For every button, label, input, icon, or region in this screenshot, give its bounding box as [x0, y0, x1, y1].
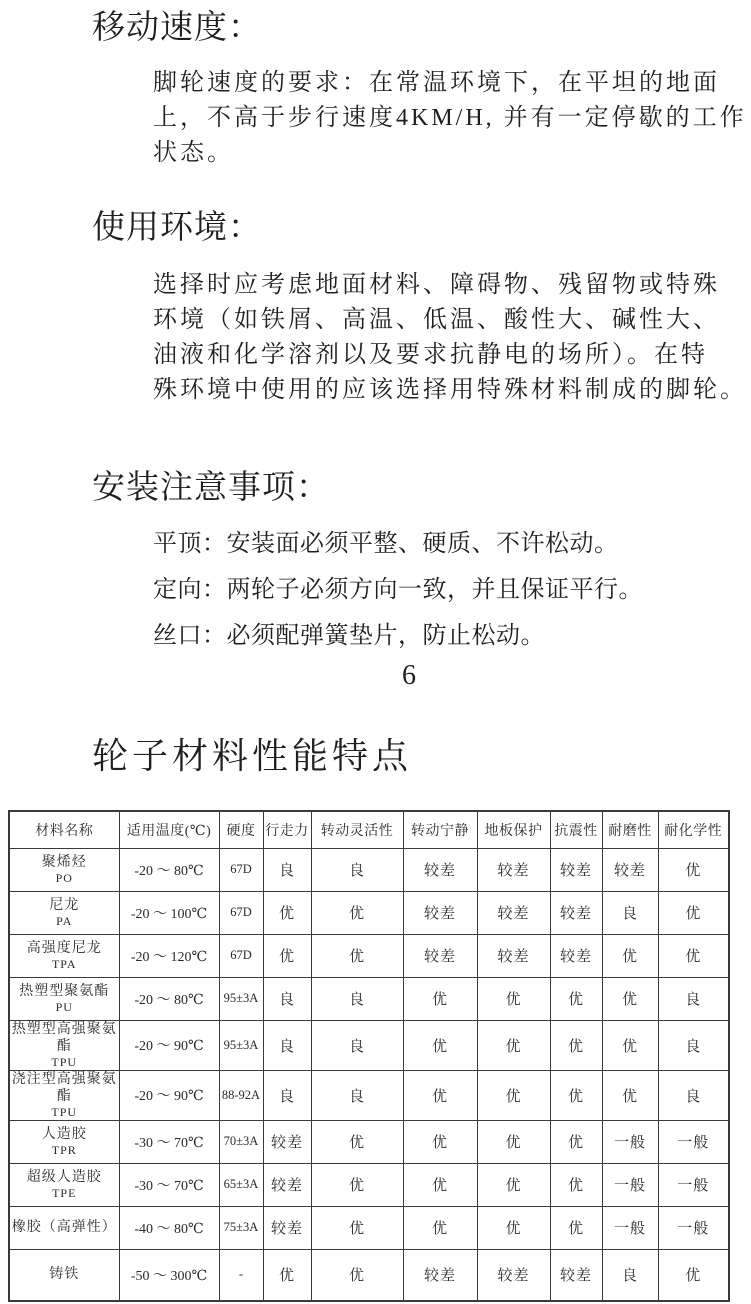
material-abbr: PO	[55, 870, 73, 885]
table-row	[9, 934, 729, 977]
cell-chemical-resistance: 良	[658, 1020, 729, 1070]
table-header-row	[9, 811, 729, 848]
cell-floor-protection: 较差	[477, 891, 550, 934]
cell-rotation-flexibility: 优	[311, 1120, 403, 1163]
column-header-wear-resistance: 耐磨性	[602, 811, 658, 848]
cell-wear-resistance: 良	[602, 891, 658, 934]
cell-wear-resistance: 优	[602, 1020, 658, 1070]
column-header-shock-resistance: 抗震性	[550, 811, 602, 848]
cell-rotation-flexibility: 良	[311, 1020, 403, 1070]
material-name: 热塑型聚氨酯	[19, 983, 110, 999]
material-name: 超级人造胶	[26, 1169, 102, 1185]
cell-chemical-resistance: 良	[658, 977, 729, 1020]
cell-rotation-quietness: 优	[403, 1070, 477, 1120]
cell-walking-power: 良	[263, 1020, 311, 1070]
cell-rotation-quietness: 优	[403, 1206, 477, 1249]
material-name: 聚烯烃	[41, 854, 87, 870]
column-header-chemical-resistance: 耐化学性	[658, 811, 729, 848]
material-name: 橡胶（高弹性）	[11, 1220, 117, 1235]
cell-rotation-flexibility: 优	[311, 1249, 403, 1301]
cell-chemical-resistance: 一般	[658, 1120, 729, 1163]
cell-walking-power: 较差	[263, 1120, 311, 1163]
cell-shock-resistance: 优	[550, 977, 602, 1020]
cell-rotation-quietness: 较差	[403, 1249, 477, 1301]
material-properties-table	[8, 810, 730, 1302]
material-abbr: TPA	[51, 956, 77, 971]
cell-floor-protection: 较差	[477, 1249, 550, 1301]
material-name: 高强度尼龙	[26, 940, 102, 956]
cell-wear-resistance: 优	[602, 934, 658, 977]
material-name: 尼龙	[49, 897, 80, 913]
cell-shock-resistance: 较差	[550, 934, 602, 977]
cell-temperature: -30 ～ 70℃	[119, 1163, 219, 1206]
cell-walking-power: 良	[263, 977, 311, 1020]
section-heading-usage-environment: 使用环境：	[92, 210, 262, 246]
cell-temperature: -40 ～ 80℃	[119, 1206, 219, 1249]
cell-chemical-resistance: 优	[658, 891, 729, 934]
table-row	[9, 977, 729, 1020]
cell-walking-power: 良	[263, 1070, 311, 1120]
material-abbr: PA	[56, 913, 73, 928]
cell-floor-protection: 优	[477, 1070, 550, 1120]
table-row	[9, 1120, 729, 1163]
cell-hardness: 67D	[219, 848, 263, 891]
cell-temperature: -20 ～ 100℃	[119, 891, 219, 934]
material-name: 铸铁	[49, 1267, 80, 1283]
cell-hardness: 67D	[219, 934, 263, 977]
cell-shock-resistance: 较差	[550, 848, 602, 891]
cell-hardness: 95±3A	[219, 1020, 263, 1070]
cell-hardness: -	[219, 1249, 263, 1301]
text-line: 上，不高于步行速度4KM/H, 并有一定停歇的工作	[153, 105, 747, 131]
cell-floor-protection: 较差	[477, 934, 550, 977]
text-line: 脚轮速度的要求：在常温环境下，在平坦的地面	[153, 70, 720, 96]
table-row	[9, 1206, 729, 1249]
cell-floor-protection: 优	[477, 1206, 550, 1249]
cell-material	[9, 1070, 119, 1120]
cell-hardness: 95±3A	[219, 977, 263, 1020]
cell-wear-resistance: 良	[602, 1249, 658, 1301]
cell-rotation-flexibility: 优	[311, 1206, 403, 1249]
cell-chemical-resistance: 一般	[658, 1163, 729, 1206]
cell-walking-power: 较差	[263, 1206, 311, 1249]
cell-rotation-quietness: 优	[403, 1120, 477, 1163]
cell-shock-resistance: 优	[550, 1206, 602, 1249]
cell-rotation-quietness: 优	[403, 1163, 477, 1206]
cell-hardness: 65±3A	[219, 1163, 263, 1206]
list-installation-notes	[153, 521, 643, 659]
cell-material	[9, 1120, 119, 1163]
section-heading-installation-notes: 安装注意事项：	[92, 470, 330, 506]
text-line: 油液和化学溶剂以及要求抗静电的场所）。在特	[153, 342, 708, 368]
text-line: 环境（如铁屑、高温、低温、酸性大、碱性大、	[153, 307, 720, 333]
cell-shock-resistance: 较差	[550, 891, 602, 934]
cell-material	[9, 934, 119, 977]
column-header-hardness: 硬度	[219, 811, 263, 848]
material-name: 浇注型高强聚氨酯	[11, 1071, 117, 1104]
cell-shock-resistance: 优	[550, 1070, 602, 1120]
material-name: 热塑型高强聚氨酯	[11, 1021, 117, 1054]
table-row	[9, 848, 729, 891]
text-line: 定向：两轮子必须方向一致，并且保证平行。	[153, 577, 643, 603]
cell-temperature: -20 ～ 80℃	[119, 848, 219, 891]
text-line: 选择时应考虑地面材料、障碍物、残留物或特殊	[153, 272, 720, 298]
cell-material	[9, 891, 119, 934]
cell-chemical-resistance: 良	[658, 1070, 729, 1120]
text-line: 状态。	[153, 140, 234, 166]
table-title: 轮子材料性能特点	[92, 736, 413, 776]
cell-walking-power: 优	[263, 1249, 311, 1301]
cell-rotation-flexibility: 良	[311, 848, 403, 891]
cell-floor-protection: 优	[477, 1163, 550, 1206]
column-header-rotation-flexibility: 转动灵活性	[311, 811, 403, 848]
material-abbr: TPR	[51, 1142, 77, 1157]
cell-floor-protection: 优	[477, 1120, 550, 1163]
cell-temperature: -20 ～ 80℃	[119, 977, 219, 1020]
cell-wear-resistance: 较差	[602, 848, 658, 891]
cell-rotation-quietness: 较差	[403, 891, 477, 934]
cell-shock-resistance: 优	[550, 1120, 602, 1163]
material-name: 人造胶	[41, 1126, 87, 1142]
cell-rotation-flexibility: 优	[311, 1163, 403, 1206]
cell-material	[9, 848, 119, 891]
cell-shock-resistance: 优	[550, 1020, 602, 1070]
cell-floor-protection: 优	[477, 1020, 550, 1070]
column-header-material: 材料名称	[9, 811, 119, 848]
cell-material	[9, 1206, 119, 1249]
cell-wear-resistance: 优	[602, 1070, 658, 1120]
cell-material	[9, 1249, 119, 1301]
cell-temperature: -30 ～ 70℃	[119, 1120, 219, 1163]
material-abbr: TPU	[51, 1104, 78, 1119]
column-header-temperature: 适用温度(℃)	[119, 811, 219, 848]
cell-material	[9, 1163, 119, 1206]
cell-wear-resistance: 优	[602, 977, 658, 1020]
cell-rotation-flexibility: 良	[311, 1070, 403, 1120]
paragraph-moving-speed	[153, 66, 747, 171]
cell-hardness: 88-92A	[219, 1070, 263, 1120]
cell-floor-protection: 优	[477, 977, 550, 1020]
table-row	[9, 1070, 729, 1120]
cell-rotation-flexibility: 优	[311, 934, 403, 977]
cell-walking-power: 优	[263, 891, 311, 934]
cell-walking-power: 优	[263, 934, 311, 977]
cell-temperature: -50 ～ 300℃	[119, 1249, 219, 1301]
table-row	[9, 1163, 729, 1206]
cell-temperature: -20 ～ 90℃	[119, 1070, 219, 1120]
column-header-floor-protection: 地板保护	[477, 811, 550, 848]
text-line: 殊环境中使用的应该选择用特殊材料制成的脚轮。	[153, 377, 747, 403]
cell-hardness: 67D	[219, 891, 263, 934]
cell-material	[9, 977, 119, 1020]
cell-rotation-flexibility: 优	[311, 891, 403, 934]
cell-rotation-flexibility: 良	[311, 977, 403, 1020]
column-header-walking-power: 行走力	[263, 811, 311, 848]
cell-rotation-quietness: 较差	[403, 848, 477, 891]
table-row	[9, 1020, 729, 1070]
cell-chemical-resistance: 优	[658, 1249, 729, 1301]
cell-chemical-resistance: 优	[658, 848, 729, 891]
cell-rotation-quietness: 较差	[403, 934, 477, 977]
cell-rotation-quietness: 优	[403, 977, 477, 1020]
material-abbr: PU	[55, 999, 73, 1014]
cell-hardness: 75±3A	[219, 1206, 263, 1249]
column-header-rotation-quietness: 转动宁静	[403, 811, 477, 848]
cell-floor-protection: 较差	[477, 848, 550, 891]
cell-material	[9, 1020, 119, 1070]
cell-walking-power: 较差	[263, 1163, 311, 1206]
cell-wear-resistance: 一般	[602, 1163, 658, 1206]
cell-wear-resistance: 一般	[602, 1206, 658, 1249]
material-abbr: TPU	[51, 1054, 78, 1069]
material-abbr: TPE	[52, 1185, 77, 1200]
cell-hardness: 70±3A	[219, 1120, 263, 1163]
cell-chemical-resistance: 优	[658, 934, 729, 977]
cell-walking-power: 良	[263, 848, 311, 891]
cell-rotation-quietness: 优	[403, 1020, 477, 1070]
cell-chemical-resistance: 一般	[658, 1206, 729, 1249]
table-row	[9, 891, 729, 934]
paragraph-usage-environment	[153, 268, 747, 408]
cell-shock-resistance: 较差	[550, 1249, 602, 1301]
cell-temperature: -20 ～ 90℃	[119, 1020, 219, 1070]
table-row	[9, 1249, 729, 1301]
text-line: 丝口：必须配弹簧垫片，防止松动。	[153, 623, 545, 649]
text-line: 平顶：安装面必须平整、硬质、不许松动。	[153, 531, 619, 557]
cell-shock-resistance: 优	[550, 1163, 602, 1206]
page-number: 6	[402, 660, 416, 691]
cell-wear-resistance: 一般	[602, 1120, 658, 1163]
cell-temperature: -20 ～ 120℃	[119, 934, 219, 977]
section-heading-moving-speed: 移动速度：	[92, 10, 262, 46]
